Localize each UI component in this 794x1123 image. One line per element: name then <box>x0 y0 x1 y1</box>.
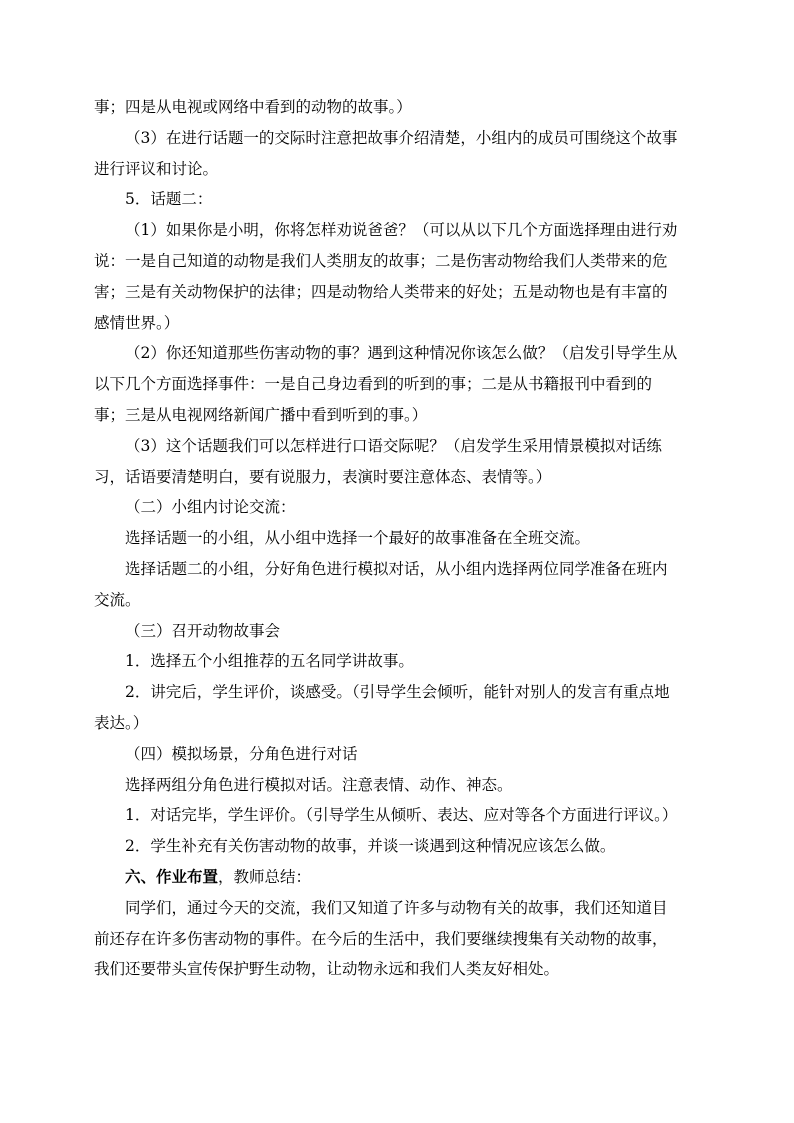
paragraph-line: 1．选择五个小组推荐的五名同学讲故事。 <box>125 652 414 671</box>
paragraph-line: 2．讲完后，学生评价，谈感受。（引导学生会倾听，能针对别人的发言有重点地 <box>125 683 670 702</box>
paragraph-line: 进行评议和讨论。 <box>94 159 219 178</box>
homework-heading-bold: 六、作业布置 <box>125 866 219 886</box>
paragraph-line: 表达。） <box>94 713 149 732</box>
section-heading-homework <box>94 862 700 893</box>
paragraph-line: 选择话题一的小组，从小组中选择一个最好的故事准备在全班交流。 <box>125 529 591 548</box>
paragraph-line: 习，话语要清楚明白，要有说服力，表演时要注意体态、表情等。） <box>94 467 552 486</box>
paragraph-line: 选择两组分角色进行模拟对话。注意表情、动作、神态。 <box>125 775 513 794</box>
section-heading-story-meeting: （三）召开动物故事会 <box>125 621 281 640</box>
paragraph-line: 说：一是自己知道的动物是我们人类朋友的故事；二是伤害动物给我们人类带来的危 <box>94 251 668 270</box>
paragraph-line: 感情世界。） <box>94 313 180 332</box>
paragraph-line: 选择话题二的小组，分好角色进行模拟对话，从小组内选择两位同学准备在班内 <box>125 559 668 578</box>
paragraph-line: （2）你还知道那些伤害动物的事？遇到这种情况你该怎么做？（启发引导学生从 <box>125 344 678 363</box>
paragraph-line: （1）如果你是小明，你将怎样劝说爸爸？（可以从以下几个方面选择理由进行劝 <box>125 221 678 240</box>
paragraph-line: （3）在进行话题一的交际时注意把故事介绍清楚，小组内的成员可围绕这个故事 <box>125 128 678 147</box>
section-heading-role-play: （四）模拟场景，分角色进行对话 <box>125 744 358 763</box>
paragraph-line: 1．对话完毕，学生评价。（引导学生从倾听、表达、应对等各个方面进行评议。） <box>125 806 678 825</box>
homework-heading-rest: ，教师总结： <box>218 867 312 886</box>
document-body <box>94 92 700 985</box>
paragraph-line: 前还存在许多伤害动物的事件。在今后的生活中，我们要继续搜集有关动物的故事， <box>94 929 668 948</box>
paragraph-line: 害；三是有关动物保护的法律；四是动物给人类带来的好处；五是动物也是有丰富的 <box>94 282 668 301</box>
paragraph-line: 我们还要带头宣传保护野生动物，让动物永远和我们人类友好相处。 <box>94 960 560 979</box>
paragraph-line: 交流。 <box>94 590 141 609</box>
paragraph-line: 事；四是从电视或网络中看到的动物的故事。） <box>94 98 412 116</box>
paragraph-line: 2．学生补充有关伤害动物的故事，并谈一谈遇到这种情况应该怎么做。 <box>125 837 616 856</box>
section-heading-topic-two: 5．话题二： <box>125 190 213 209</box>
paragraph-line: 事；三是从电视网络新闻广播中看到听到的事。） <box>94 405 428 424</box>
paragraph-line: （3）这个话题我们可以怎样进行口语交际呢？（启发学生采用情景模拟对话练 <box>125 436 662 455</box>
paragraph-line: 同学们，通过今天的交流，我们又知道了许多与动物有关的故事，我们还知道目 <box>125 898 668 917</box>
paragraph-line: 以下几个方面选择事件：一是自己身边看到的听到的事；二是从书籍报刊中看到的 <box>94 375 653 394</box>
section-heading-group-discussion: （二）小组内讨论交流： <box>125 498 296 517</box>
